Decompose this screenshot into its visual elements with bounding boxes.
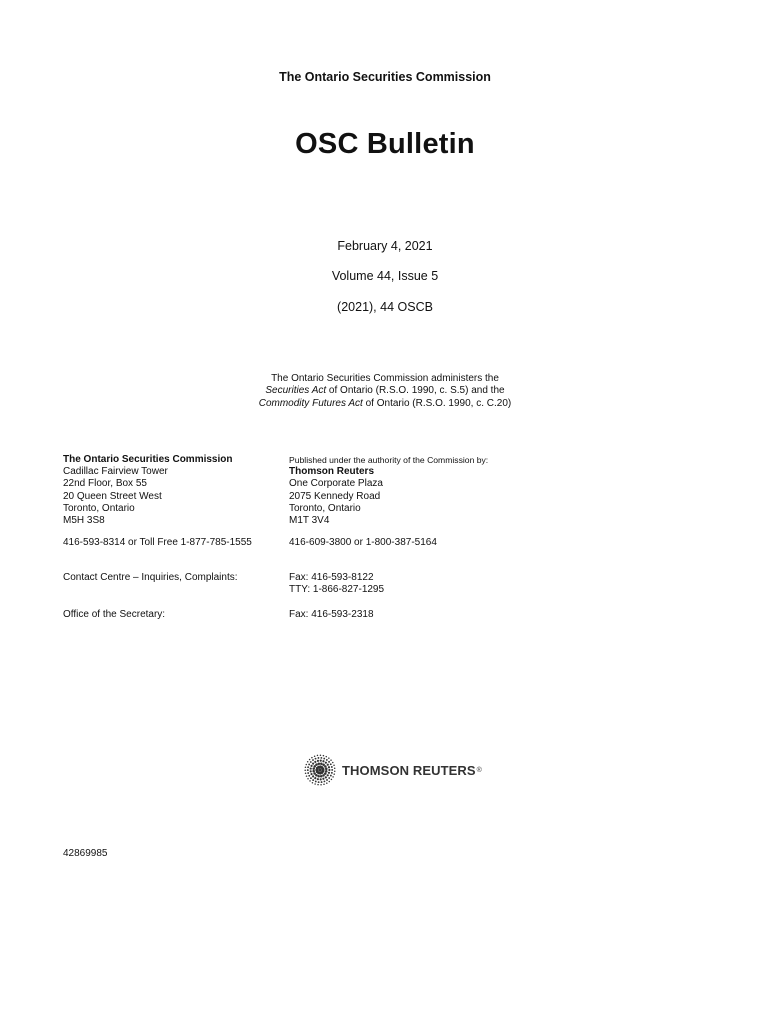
logo-dot	[323, 755, 325, 757]
logo-dot	[314, 783, 316, 785]
logo-dot	[317, 755, 319, 757]
logo-dot	[323, 784, 325, 786]
logo-dot	[320, 757, 322, 759]
logo-dot	[326, 756, 328, 758]
logo-dot	[328, 777, 330, 779]
logo-dot	[310, 773, 312, 775]
logo-dot	[327, 764, 329, 766]
logo-dot	[320, 754, 322, 756]
publisher-address-line: One Corporate Plaza	[289, 478, 383, 490]
logo-dot	[308, 775, 310, 777]
commodity-futures-act-title: Commodity Futures Act	[258, 397, 363, 409]
logo-dot	[326, 782, 328, 784]
logo-dot	[326, 759, 328, 761]
thomson-reuters-logo	[304, 754, 482, 786]
publisher-name: Thomson Reuters	[289, 466, 375, 478]
commission-phone: 416-593-8314 or Toll Free 1-877-785-1555	[63, 537, 252, 548]
logo-dot	[325, 768, 328, 771]
logo-dot	[315, 763, 318, 766]
publisher-address-line: Toronto, Ontario	[289, 502, 361, 514]
logo-dot	[308, 764, 310, 766]
logo-dot	[323, 758, 325, 760]
registered-mark: ®	[476, 766, 482, 774]
logo-dot	[328, 757, 330, 759]
issue-volume: Volume 44, Issue 5	[331, 269, 439, 283]
logo-dot	[314, 777, 316, 779]
logo-wordmark: THOMSON REUTERS	[342, 762, 476, 778]
logo-dot	[331, 779, 333, 781]
published-note: Published under the authority of the Commission by:	[289, 455, 489, 465]
header-organization: The Ontario Securities Commission	[279, 70, 491, 84]
logo-dot	[307, 772, 309, 774]
logo-dot	[310, 761, 312, 763]
logo-dot	[328, 772, 330, 774]
logo-dot	[305, 767, 307, 769]
logo-dot	[330, 763, 332, 765]
document-id: 42869985	[63, 848, 108, 859]
logo-dot	[327, 774, 329, 776]
logo-dot	[315, 758, 317, 760]
logo-dot	[328, 766, 330, 768]
logo-dot	[328, 769, 330, 771]
logo-dot	[310, 777, 312, 779]
logo-dot	[317, 775, 320, 778]
logo-dot	[325, 770, 328, 773]
logo-dot	[307, 769, 309, 771]
intro-statement	[0, 373, 770, 410]
contact-fax: Fax: 416-593-8122	[289, 572, 374, 583]
logo-dot	[317, 778, 319, 780]
secretary-fax: Fax: 416-593-2318	[289, 609, 374, 620]
logo-dot	[311, 757, 313, 759]
logo-dot	[310, 767, 312, 769]
logo-dot	[317, 784, 319, 786]
logo-dot	[324, 780, 326, 782]
logo-dot	[320, 775, 323, 778]
logo-dot	[312, 767, 315, 770]
publisher-address-line: 2075 Kennedy Road	[289, 490, 381, 502]
commission-address-line: M5H 3S8	[63, 515, 105, 527]
logo-dot	[307, 778, 309, 780]
logo-dot	[310, 765, 312, 767]
logo-dot	[326, 779, 328, 781]
logo-dot	[312, 763, 314, 765]
logo-dot	[322, 760, 324, 762]
logo-dot	[322, 774, 325, 777]
logo-dot	[320, 784, 322, 786]
commission-address-line: 20 Queen Street West	[63, 490, 162, 502]
issue-date: February 4, 2021	[337, 239, 433, 253]
logo-dot	[332, 776, 334, 778]
logo-dot	[321, 781, 323, 783]
logo-dot	[330, 759, 332, 761]
logo-dot	[312, 759, 314, 761]
logo-dot	[312, 770, 315, 773]
logo-dot	[334, 767, 336, 769]
logo-dot	[306, 775, 308, 777]
logo-dot	[304, 770, 306, 772]
logo-dot	[309, 780, 311, 782]
logo-dot	[318, 768, 321, 771]
logo-dot	[324, 765, 327, 768]
logo-dot	[333, 765, 335, 767]
logo-dot	[312, 782, 314, 784]
logo-dot	[305, 773, 307, 775]
logo-dot	[312, 779, 314, 781]
contact-tty: TTY: 1-866-827-1295	[289, 584, 385, 596]
logo-dot	[310, 770, 312, 772]
secretary-label: Office of the Secretary:	[63, 609, 166, 620]
thomson-reuters-dot-sphere-icon	[304, 754, 336, 786]
commission-address-line: Toronto, Ontario	[63, 502, 135, 514]
page-title: OSC Bulletin	[295, 128, 475, 160]
logo-dot	[306, 764, 308, 766]
logo-dot	[331, 769, 333, 771]
logo-dot	[322, 778, 324, 780]
logo-dot	[318, 757, 320, 759]
publisher-address-block	[289, 454, 488, 527]
commission-address-block	[63, 454, 232, 527]
logo-dot	[313, 772, 316, 775]
commission-name: The Ontario Securities Commission	[63, 454, 233, 465]
logo-dot	[320, 778, 322, 780]
logo-dot	[330, 775, 332, 777]
logo-dot	[314, 755, 316, 757]
logo-dot	[320, 760, 322, 762]
securities-act-title: Securities Act	[265, 385, 327, 397]
logo-dot	[320, 762, 323, 765]
logo-dot	[331, 772, 333, 774]
logo-dot	[307, 766, 309, 768]
logo-dot	[309, 759, 311, 761]
intro-line-1: The Ontario Securities Commission administers the	[271, 373, 499, 384]
intro-line-3: Commodity Futures Act of Ontario (R.S.O. 1990, c. C.20)	[258, 397, 512, 409]
logo-dot	[332, 762, 334, 764]
intro-line-2: Securities Act of Ontario (R.S.O. 1990, c. S.5) and the	[265, 385, 505, 397]
commission-address-line: 22nd Floor, Box 55	[63, 478, 147, 490]
logo-dot	[322, 768, 325, 771]
issue-citation: (2021), 44 OSCB	[337, 300, 433, 314]
logo-dot	[329, 781, 331, 783]
publisher-address-line: M1T 3V4	[289, 515, 330, 527]
logo-dot	[315, 781, 317, 783]
commission-address-line: Cadillac Fairview Tower	[63, 466, 168, 478]
contact-centre-contacts	[289, 572, 384, 596]
logo-dot	[312, 775, 314, 777]
publisher-phone: 416-609-3800 or 1-800-387-5164	[289, 537, 437, 548]
logo-dot	[318, 762, 321, 765]
logo-dot	[328, 761, 330, 763]
logo-dot	[314, 761, 316, 763]
logo-dot	[325, 762, 327, 764]
logo-dot	[325, 776, 327, 778]
logo-dot	[318, 781, 320, 783]
contact-centre-label: Contact Centre – Inquiries, Complaints:	[63, 572, 238, 583]
logo-dot	[333, 773, 335, 775]
logo-dot	[334, 770, 336, 772]
logo-dot	[317, 760, 319, 762]
logo-dot	[331, 766, 333, 768]
logo-dot	[307, 761, 309, 763]
